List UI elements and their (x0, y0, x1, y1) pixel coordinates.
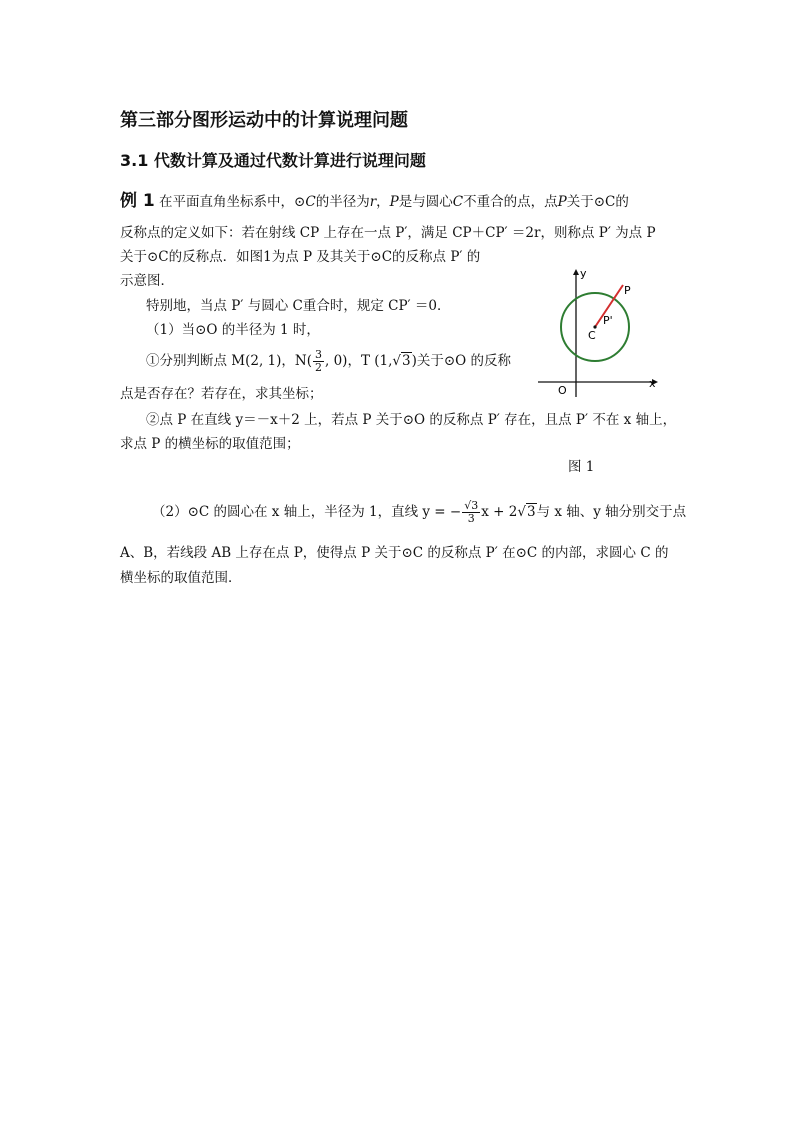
fraction-sqrt3-3: $\frac{√3}{3}$ (464, 499, 479, 525)
section-title: 第三部分图形运动中的计算说理问题 (120, 110, 408, 131)
sqrt-sign: √ (392, 353, 401, 369)
figure-1-diagram (530, 265, 670, 405)
special-case-text: 特别地，当点 P′ 与圆心 C重合时，规定 CP′ ＝0． (146, 298, 451, 314)
example-label: 例 1 (120, 191, 155, 211)
label-x: x (649, 377, 656, 390)
y-axis-arrow (573, 269, 579, 275)
label-c: C (588, 329, 596, 342)
part-2-line-1: （2）⊙C 的圆心在 x 轴上，半径为 1，直线 y = − $\frac{√3}{3}$ x + 2√3与 x 轴、y 轴分别交于点 (152, 499, 687, 525)
question-1-line-2: 点是否存在？若存在，求其坐标； (120, 386, 323, 402)
sqrt-sign: √ (517, 504, 526, 520)
label-y: y (580, 267, 587, 280)
example-line-3: 关于⊙C的反称点．如图1为点 P 及其关于⊙C的反称点 P′ 的 (120, 249, 481, 265)
question-1-line-1: ①分别判断点 M(2, 1)，N( $\frac{3}{2}$ , 0)，T (1,√3)关于⊙O 的反称 (146, 348, 512, 374)
part-2-line-3: 横坐标的取值范围． (120, 570, 242, 586)
part-2-line-2: A、B，若线段 AB 上存在点 P，使得点 P 关于⊙C 的反称点 P′ 在⊙C 的内部，求圆心 C 的 (120, 545, 669, 561)
label-origin: O (558, 384, 567, 397)
subsection-title: 3.1 代数计算及通过代数计算进行说理问题 (120, 151, 426, 170)
example-line-1: 例 1 在平面直角坐标系中，⊙C的半径为r，P是与圆心C不重合的点，点P关于⊙C的 (120, 191, 629, 211)
question-2-line-2: 求点 P 的横坐标的取值范围； (120, 436, 300, 452)
part-1-heading: （1）当⊙O 的半径为 1 时， (146, 322, 320, 338)
label-p: P (624, 284, 631, 297)
question-2-line-1: ②点 P 在直线 y＝－x＋2 上，若点 P 关于⊙O 的反称点 P′ 存在，且点 P′ 不在 x 轴上， (146, 412, 677, 428)
label-p-prime: P' (603, 314, 613, 327)
example-line-2: 反称点的定义如下：若在射线 CP 上存在一点 P′，满足 CP＋CP′ ＝2r，则称点 P′ 为点 P (120, 225, 656, 241)
figure-caption: 图 1 (568, 459, 595, 475)
fraction-3-2: $\frac{3}{2}$ (315, 348, 322, 374)
example-line-4: 示意图． (120, 273, 174, 289)
